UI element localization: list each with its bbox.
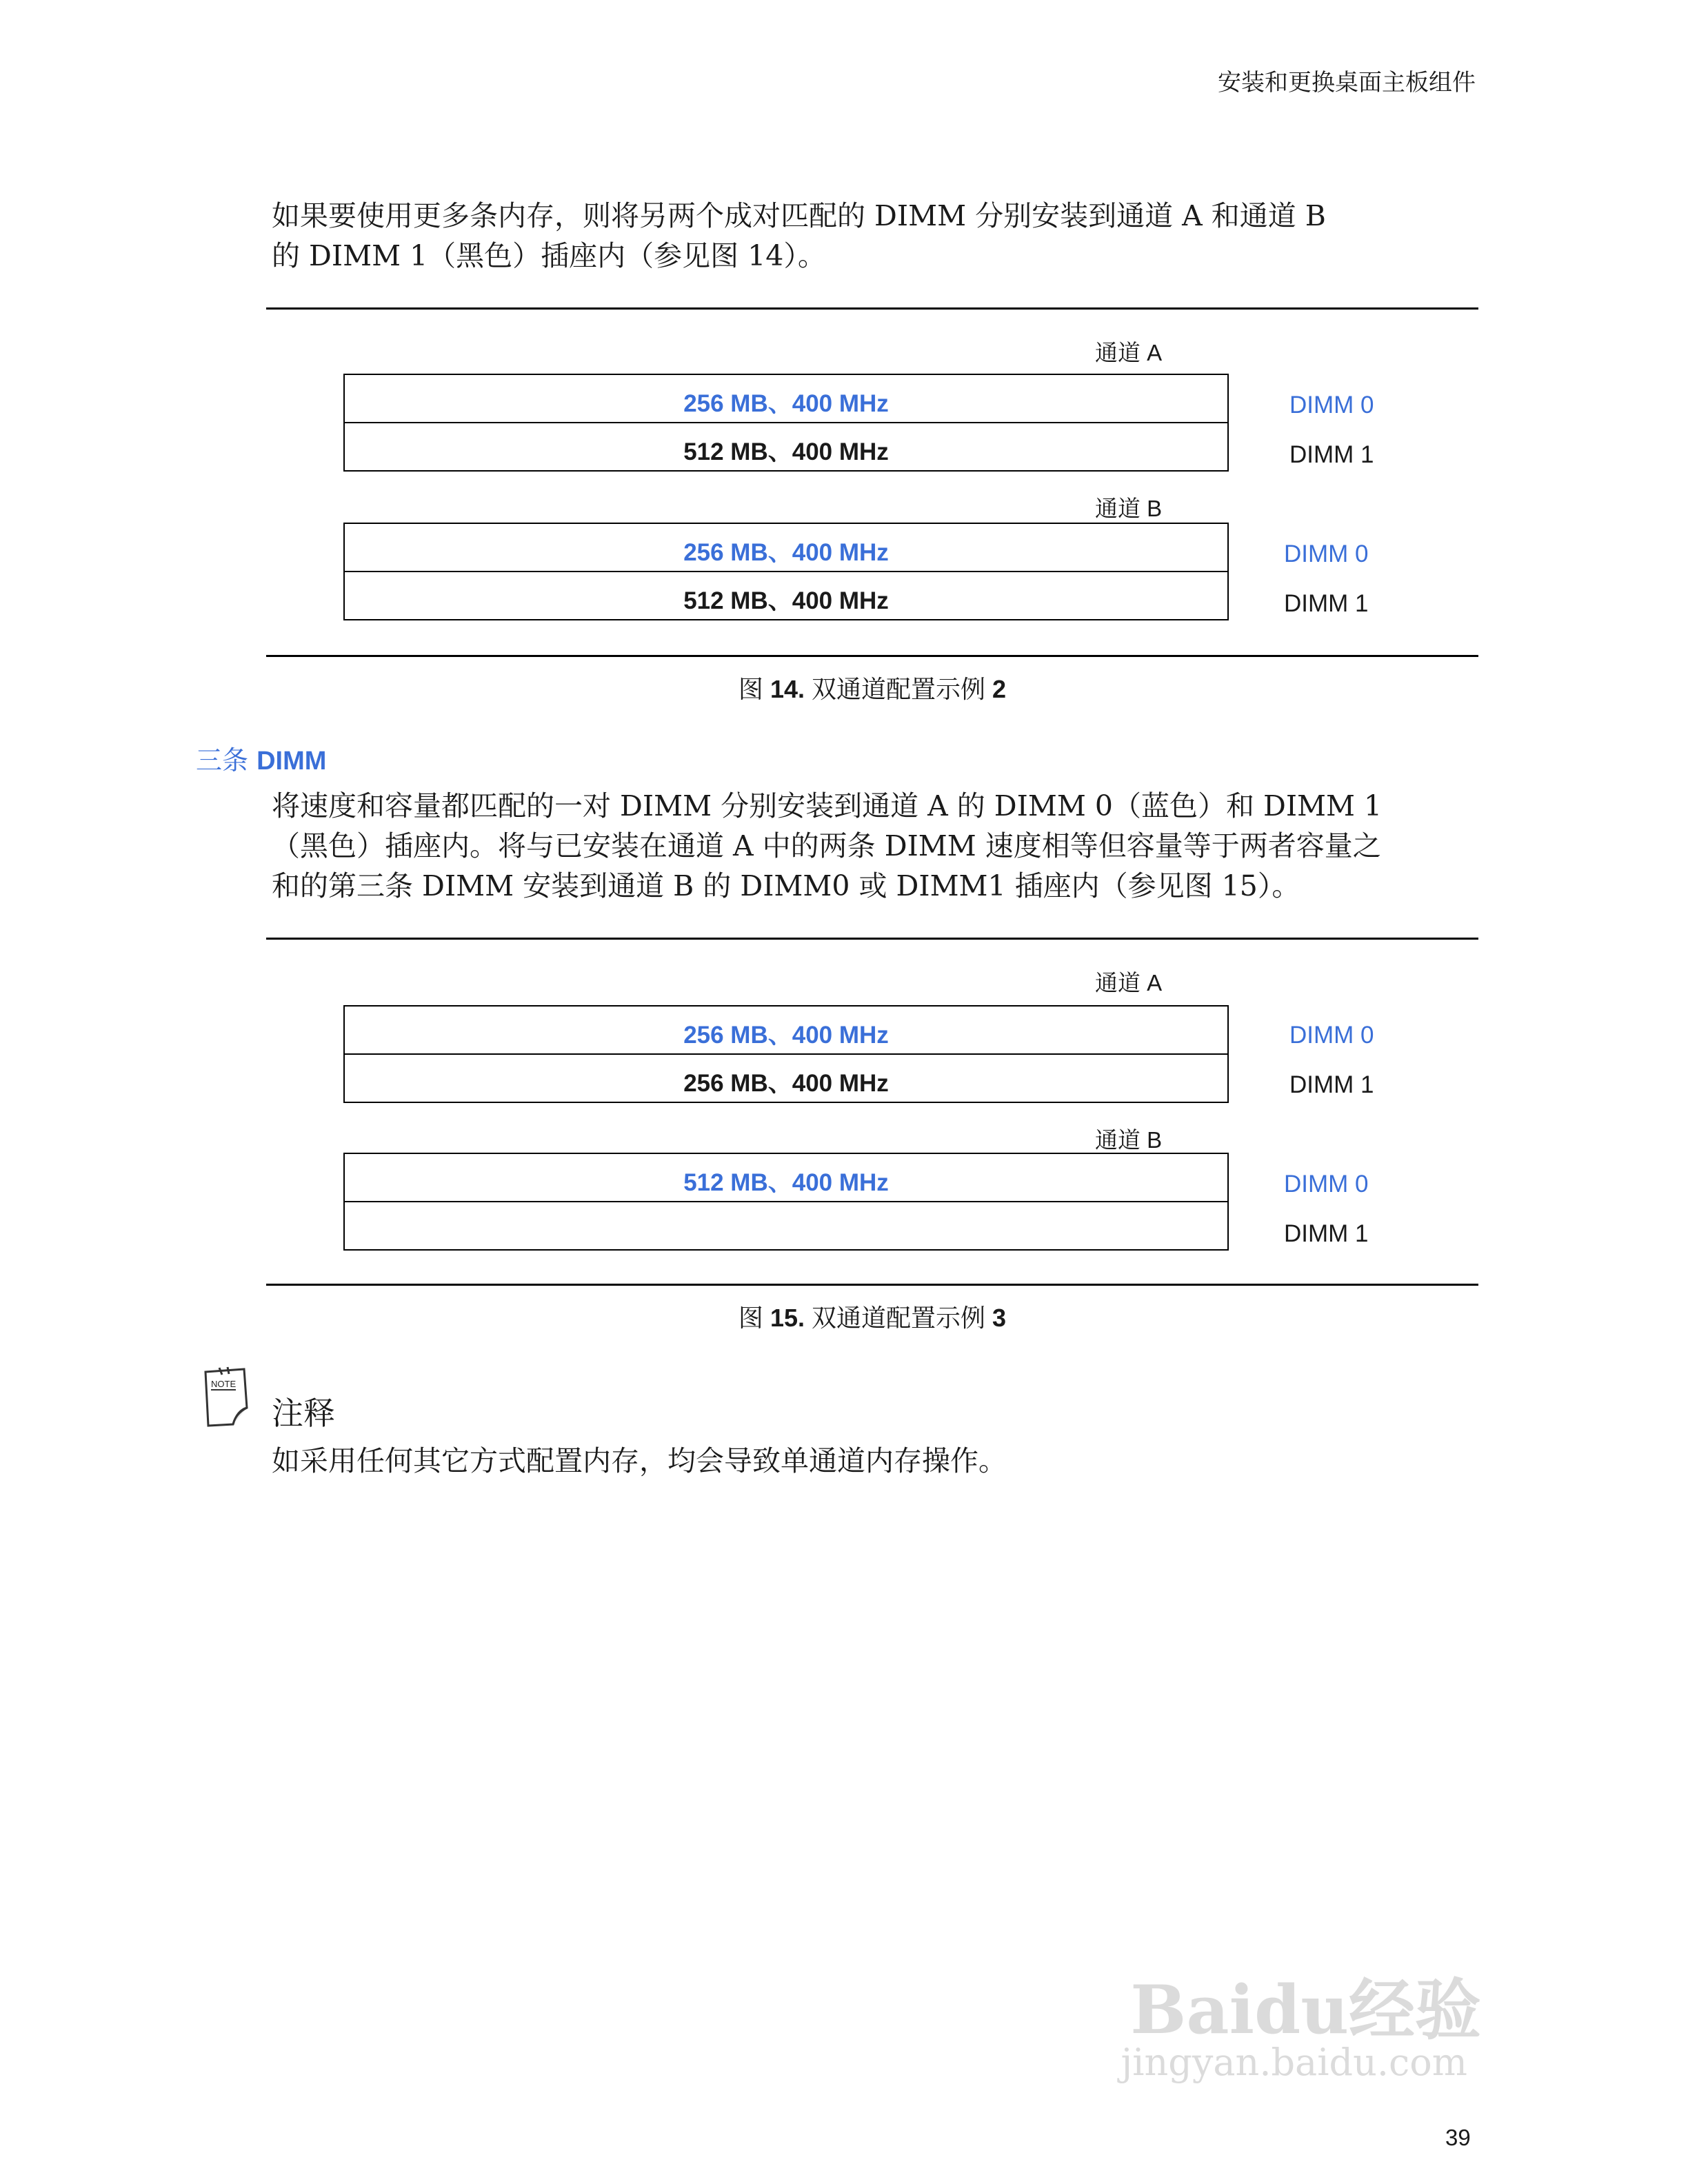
figure15-caption-number: 15. [770,1304,805,1332]
section-three-line-1: 将速度和容量都匹配的一对 DIMM 分别安装到通道 A 的 DIMM 0（蓝色）和 DIMM 1 [272,789,1383,822]
figure15-channel-a-dimm0-text: 256 MB、400 MHz [683,1022,889,1049]
figure14-bottom-rule [266,655,1478,657]
figure15-channel-a-dimm1-label: DIMM 1 [1289,1071,1374,1098]
figure15-channel-b-label: 通道 B [1095,1127,1163,1153]
section-heading-prefix: 三条 [196,745,249,776]
figure15-channel-a-dimm0-label: DIMM 0 [1289,1022,1374,1049]
figure15-channel-b-dimm1-label: DIMM 1 [1284,1220,1369,1247]
page-number: 39 [1445,2125,1471,2150]
note-body: 如采用任何其它方式配置内存，均会导致单通道内存操作。 [272,1444,1007,1477]
figure14-channel-b-dimm0-label: DIMM 0 [1284,540,1369,567]
watermark-brand: Baidu经验 [1130,1971,1481,2049]
intro-line-1: 如果要使用更多条内存，则将另两个成对匹配的 DIMM 分别安装到通道 A 和通道 B [272,199,1326,232]
figure14-channel-a-dimm1-text: 512 MB、400 MHz [683,438,889,465]
figure15-channel-a-dimm1-slot [343,1053,1229,1103]
figure14-channel-a-dimm0-text: 256 MB、400 MHz [683,390,889,417]
figure14-channel-b-dimm1-text: 512 MB、400 MHz [683,587,889,614]
figure14-channel-a-dimm1-label: DIMM 1 [1289,441,1374,468]
section-three-line-3: 和的第三条 DIMM 安装到通道 B 的 DIMM0 或 DIMM1 插座内（参见图 15）。 [272,869,1300,902]
figure15-channel-b-dimm0-text: 512 MB、400 MHz [683,1169,889,1196]
section-heading-three-dimm [196,739,326,777]
figure15-channel-a-dimm1-text: 256 MB、400 MHz [683,1070,889,1097]
figure14-caption-number: 14. [770,675,805,703]
figure14-channel-b-dimm1-label: DIMM 1 [1284,590,1369,617]
figure14-channel-a-dimm0-slot [343,374,1229,423]
figure14-channel-b-dimm1-slot [343,571,1229,620]
figure15-channel-b-dimm1-slot [343,1201,1229,1251]
figure14-channel-b-dimm0-text: 256 MB、400 MHz [683,539,889,566]
figure14-channel-a-dimm0-label: DIMM 0 [1289,392,1374,418]
note-title: 注释 [272,1395,335,1432]
figure15-caption-prefix: 图 [738,1304,763,1332]
figure14-caption-prefix: 图 [738,675,763,703]
watermark-url: jingyan.baidu.com [1121,2041,1467,2084]
figure15-top-rule [266,938,1478,940]
figure14-channel-a-label: 通道 A [1095,340,1163,365]
figure15-caption-suffix: 3 [992,1304,1007,1332]
figure14-channel-a-dimm1-slot [343,422,1229,472]
figure15-caption-text: 双通道配置示例 [812,1304,986,1332]
figure14-channel-b-dimm0-slot [343,523,1229,572]
figure15-channel-a-dimm0-slot [343,1005,1229,1055]
section-heading-bold: DIMM [257,747,327,776]
figure14-caption [0,670,1688,705]
figure15-channel-a-label: 通道 A [1095,970,1163,995]
intro-line-2: 的 DIMM 1（黑色）插座内（参见图 14）。 [272,239,826,272]
note-icon-text: NOTE [211,1379,237,1389]
section-three-line-2: （黑色）插座内。将与已安装在通道 A 中的两条 DIMM 速度相等但容量等于两者容量之 [272,829,1381,862]
figure14-caption-text: 双通道配置示例 [812,675,986,703]
figure14-caption-suffix: 2 [992,675,1007,703]
figure15-caption [0,1299,1688,1334]
figure15-bottom-rule [266,1284,1478,1286]
section-three-paragraph [272,786,1382,906]
figure14-channel-b-label: 通道 B [1095,496,1163,521]
intro-paragraph [272,196,1326,276]
figure15-channel-b-dimm0-slot [343,1153,1229,1202]
running-header: 安装和更换桌面主板组件 [1218,69,1476,97]
figure15-channel-b-dimm0-label: DIMM 0 [1284,1171,1369,1197]
note-icon [196,1365,257,1431]
figure14-top-rule [266,307,1478,310]
